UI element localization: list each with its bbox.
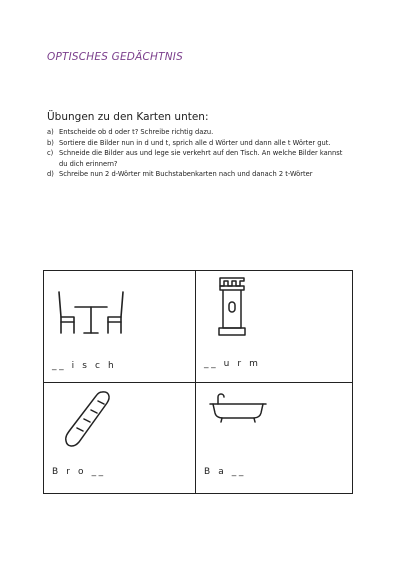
card-bad[interactable] xyxy=(196,383,346,493)
bathtub-icon xyxy=(208,391,268,425)
task-item xyxy=(47,127,347,138)
task-text: Entscheide ob d oder t? Schreibe richtig dazu. xyxy=(59,128,214,136)
task-item xyxy=(47,148,347,169)
card-word: __ u r m xyxy=(204,359,261,369)
card-turm[interactable] xyxy=(196,271,346,381)
task-list xyxy=(47,127,347,180)
card-brot[interactable] xyxy=(44,383,194,493)
tower-icon xyxy=(216,276,248,338)
bread-icon xyxy=(62,389,112,449)
task-marker: c) xyxy=(47,149,54,157)
task-marker: a) xyxy=(47,128,54,136)
card-word: B a __ xyxy=(204,467,247,477)
task-text: Schreibe nun 2 d-Wörter mit Buchstabenkarten nach und danach 2 t-Wörter xyxy=(59,170,313,178)
exercise-heading: Übungen zu den Karten unten: xyxy=(47,111,209,123)
task-item xyxy=(47,169,347,180)
task-text: Sortiere die Bilder nun in d und t, sprich alle d Wörter und dann alle t Wörter gut. xyxy=(59,138,331,147)
task-text: Schneide die Bilder aus und lege sie verkehrt auf den Tisch. An welche Bilder kannst du dich erinnern? xyxy=(59,149,343,168)
page-title: OPTISCHES GEDÄCHTNIS xyxy=(47,51,183,63)
card-word: B r o __ xyxy=(52,467,106,477)
task-marker: d) xyxy=(47,170,54,178)
task-item xyxy=(47,138,347,149)
table-chairs-icon xyxy=(56,289,126,337)
card-word: __ i s c h xyxy=(52,361,117,371)
card-tisch[interactable] xyxy=(44,271,194,381)
task-marker: b) xyxy=(47,138,54,147)
card-grid xyxy=(43,270,353,494)
